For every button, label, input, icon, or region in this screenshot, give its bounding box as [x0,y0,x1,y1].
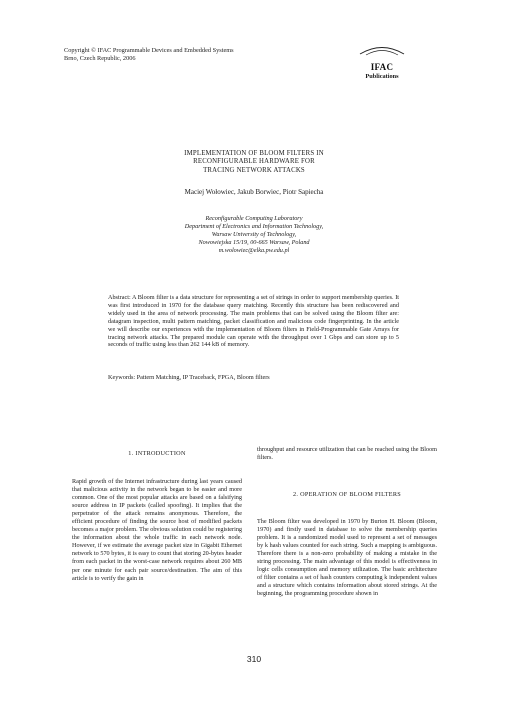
section-1-body [72,478,242,583]
abstract-text: A Bloom filter is a data structure for representing a set of strings in order to support membership queries. It was first introduced in 1970 for the database query matching. Recently this structure has been rediscovered and widely used in the area of network processing. The main problems that can be solved using the Bloom filter are: datagram inspection, multi pattern matching, packet classification and malicious code fingerprinting. In the article we will describe our experiences with the implementation of Bloom filters in Field-Programmable Gate Arrays for tracing network attacks. The prepared module can operate with the throughput over 1 Gbps and can store up to 5 seconds of traffic using less than 262 144 kB of memory. [108,294,399,349]
ifac-logo [352,43,412,85]
copyright-header [64,47,234,64]
keywords-text: Pattern Matching, IP Traceback, FPGA, Bloom filters [136,374,270,381]
page-number: 310 [246,654,262,664]
section-1-continuation [257,446,437,462]
affiliation [0,215,508,255]
ifac-logo-subtitle: Publications [365,73,399,80]
section-2-heading: 2. OPERATION OF BLOOM FILTERS [293,491,401,498]
authors: Maciej Wołowiec, Jakub Borwiec, Piotr Sapiecha [184,188,324,196]
affiliation-email: m.wolowiec@elka.pw.edu.pl [218,246,290,254]
section-1-heading: 1. INTRODUCTION [128,450,186,457]
title-line-2: RECONFIGURABLE HARDWARE FOR [193,158,315,166]
section-1-paragraph: Rapid growth of the Internet infrastructure during last years caused that malicious activity in the network began to be easier and more common. One of the most popular attacks are based on a falsifying source address in IP packets (called spoofing). It implies that the perpetrator of the attack remains anonymous. Therefore, the efficient procedure of finding the source host of modified packets becomes a major problem. The obvious solution could be registering the information about the whole traffic in each network node. However, if we estimate the average packet size in Gigabit Ethernet network to 570 bytes, it is easy to count that storing 20-bytes header from each packet in the worst-case network requires about 260 MB per one minute for each pair source/destination. The aim of this article is to verify the gain in [72,478,243,582]
abstract-label: Abstract: [108,294,131,301]
ifac-logo-emblem-icon [352,43,412,57]
title-line-3: TRACING NETWORK ATTACKS [203,166,305,174]
section-2-body [257,518,437,598]
paper-title [0,150,508,175]
affiliation-address: Nowowiejska 15/19, 00-665 Warsaw, Poland [198,238,310,246]
keywords [108,374,399,382]
ifac-logo-mark: IFAC [370,62,394,72]
conference-location-line: Brno, Czech Republic, 2006 [64,55,136,63]
affiliation-university: Warsaw University of Technology, [211,230,297,238]
title-line-1: IMPLEMENTATION OF BLOOM FILTERS IN [184,150,324,157]
keywords-label: Keywords: [108,374,136,381]
section-2-paragraph: The Bloom filter was developed in 1970 by Burton H. Bloom (Bloom, 1970) and firstly used in database to solve the membership queries problem. It is a randomized model used to represent a set of messages by k hash values counted for each string. Such a mapping is ambiguous. Therefore there is a non-zero probability of making a mistake in the string processing. The main advantage of this model is effectiveness in logic cells consumption and memory utilization. The basic architecture of filter contains a set of hash counters computing k independent values and a structure which contains information about stored strings. At the beginning, the programming procedure shown in [257,518,437,598]
copyright-line: Copyright © IFAC Programmable Devices and Embedded Systems [64,47,234,54]
abstract [108,294,399,349]
affiliation-lab: Reconfigurable Computing Laboratory [205,215,303,222]
section-1-continuation-text: throughput and resource utilization that can be reached using the Bloom filters. [257,446,437,462]
affiliation-department: Department of Electronics and Information Technology, [184,222,324,230]
